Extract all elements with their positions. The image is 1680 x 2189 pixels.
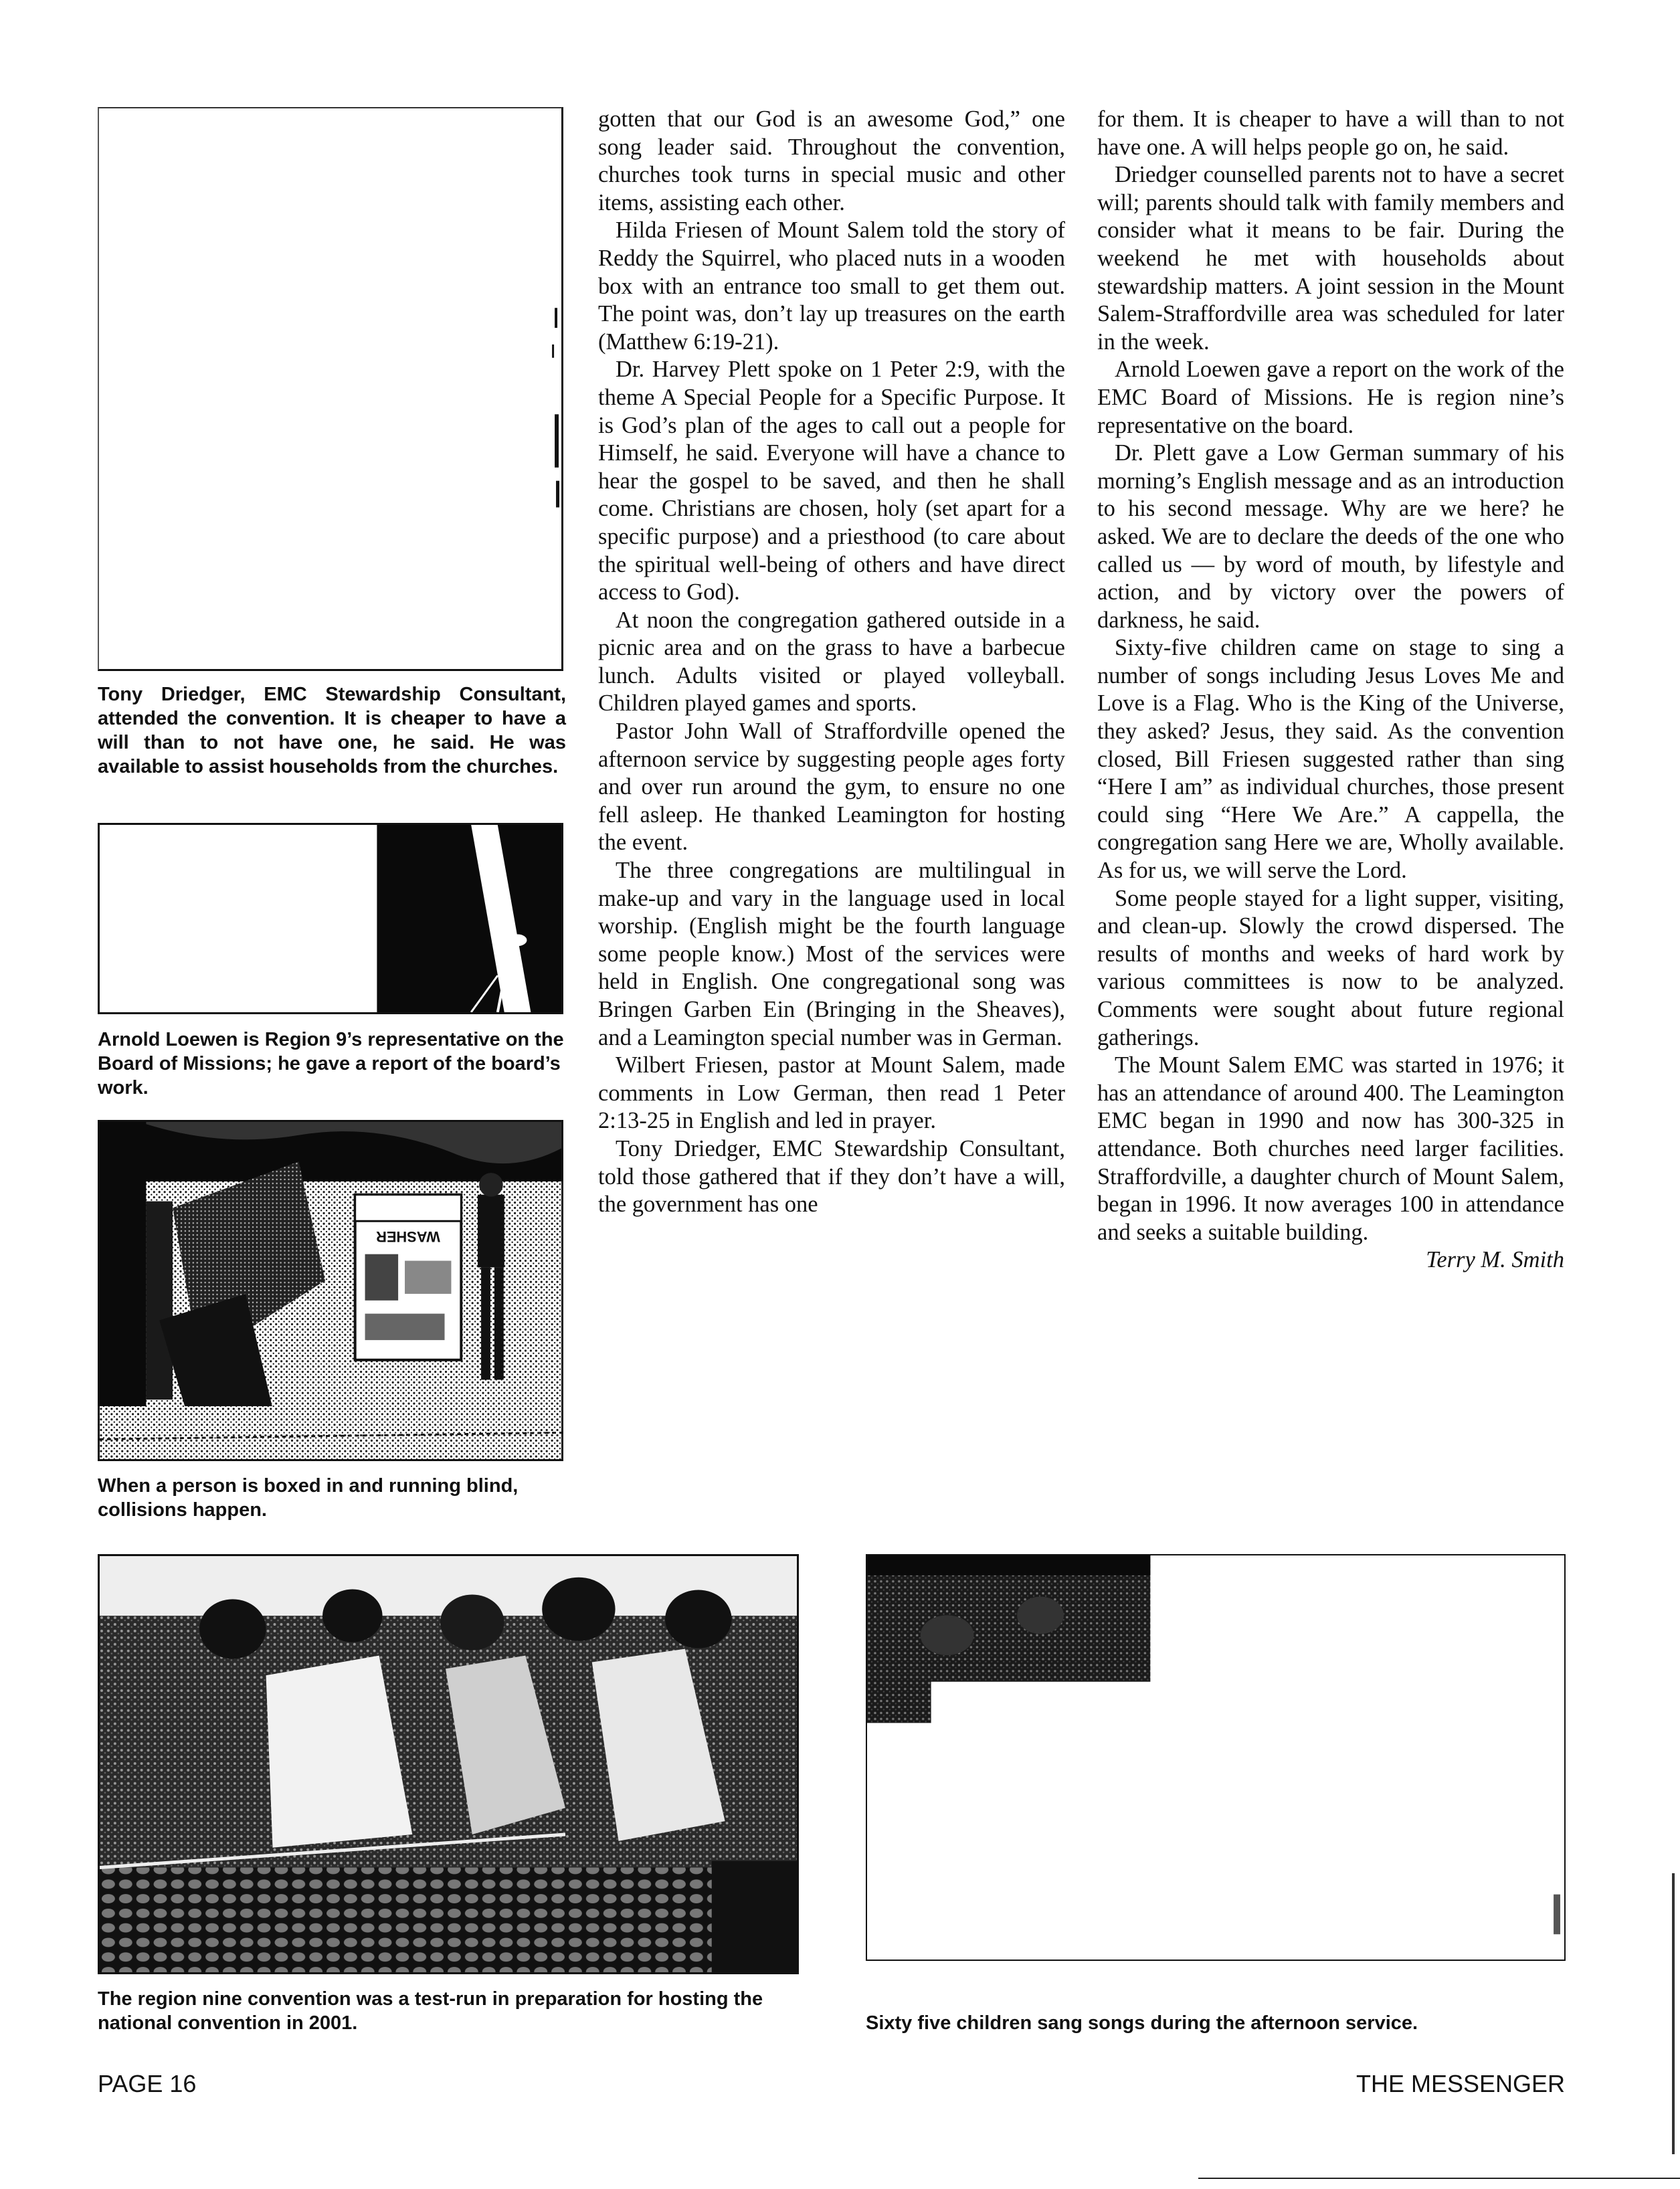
photo-driedger [98,107,563,671]
article-column-right [1097,106,1564,1274]
publication-name: THE MESSENGER [1356,2070,1565,2097]
paragraph: Some people stayed for a light supper, visiting, and clean-up. Slowly the crowd dispersed. The results of months and weeks of hard work by various committees is now to be analyzed. Comments were sought about future regional gatherings. [1097,885,1564,1050]
scan-edge-mark [1672,1873,1675,2154]
caption-loewen: Arnold Loewen is Region 9’s representative on the Board of Missions; he gave a report of the board’s work. [98,1029,564,1099]
photo-loewen [98,823,563,1014]
paragraph: gotten that our God is an awesome God,” one song leader said. Throughout the convention, churches took turns in special music and other items, assisting each other. [598,106,1065,215]
caption-boxed-in: When a person is boxed in and running blind, collisions happen. [98,1475,519,1521]
page-number: PAGE 16 [98,2070,197,2097]
author-signature: Terry M. Smith [1426,1247,1564,1273]
washer-box-label: WASHER [376,1228,440,1246]
article-column-middle [598,106,1065,1219]
caption-children-singing: Sixty five children sang songs during the afternoon service. [866,2012,1418,2034]
paragraph: for them. It is cheaper to have a will than to not have one. A will helps people go on, he said. [1097,106,1564,160]
paragraph: Pastor John Wall of Straffordville opened the afternoon service by suggesting people ages forty and over run around the gym, to ensure no one fell asleep. He thanked Leamington for hosting the event. [598,719,1065,856]
paragraph: Dr. Plett gave a Low German summary of his morning’s English message and as an introduction to his second message. Why are we here? he asked. We are to declare the deeds of the one who called us — by word of mouth, by lifestyle and action, and by victory over the powers of darkness, he said. [1097,440,1564,633]
paragraph: At noon the congregation gathered outside in a picnic area and on the grass to have a barbecue lunch. Adults visited or played volleyball. Children played games and sports. [598,607,1065,717]
paragraph: Driedger counselled parents not to have a secret will; parents should talk with family members and consider what it means to be fair. During the weekend he met with households about stewardship matters. A joint session in the Mount Salem-Straffordville area was scheduled for later in the week. [1097,162,1564,355]
paragraph: The Mount Salem EMC was started in 1976; it has an attendance of around 400. The Leamington EMC began in 1990 and now has 300-325 in attendance. Both churches need larger facilities. Straffordville, a daughter church of Mount Salem, began in 1996. It now averages 100 in attendance and seeks a suitable building. [1097,1052,1564,1245]
paragraph: Hilda Friesen of Mount Salem told the story of Reddy the Squirrel, who placed nuts in a wooden box with an entrance too small to get them out. The point was, don’t lay up treasures on the earth (Matthew 6:19-21). [598,217,1065,355]
paragraph: Wilbert Friesen, pastor at Mount Salem, made comments in Low German, then read 1 Peter 2:13-25 in English and led in prayer. [598,1052,1065,1134]
paragraph: Tony Driedger, EMC Stewardship Consultant, told those gathered that if they don’t have a will, the government has one [598,1135,1065,1218]
caption-region-convention: The region nine convention was a test-run in preparation for hosting the national convention in 2001. [98,1988,763,2034]
paragraph: Dr. Harvey Plett spoke on 1 Peter 2:9, with the theme A Special People for a Specific Purpose. It is God’s plan of the ages to call out a people for Himself, he said. Everyone will have a chance to hear the gospel to be saved, and then he shall come. Christians are chosen, holy (set apart for a specific purpose) and a priesthood (to care about the spiritual well-being of others and have direct access to God). [598,357,1065,605]
caption-driedger: Tony Driedger, EMC Stewardship Consultant, attended the convention. It is cheaper to have a will than to not have one, he said. He was available to assist households from the churches. [98,684,566,777]
paragraph: Arnold Loewen gave a report on the work of the EMC Board of Missions. He is region nine’s representative on the board. [1097,357,1564,438]
photo-boxed-in [98,1120,563,1461]
photo-region-convention [98,1554,799,1974]
photo-children-singing [866,1554,1566,1961]
scan-edge-line [1198,2178,1680,2179]
paragraph: Sixty-five children came on stage to sing a number of songs including Jesus Loves Me and Love is a Flag. Who is the King of the Universe, they asked? Jesus, they said. As the convention closed, Bill Friesen suggested rather than sing “Here I am” as individual churches, those present could sing “Here We Are.” A cappella, the congregation sang Here we are, Wholly available. As for us, we will serve the Lord. [1097,635,1564,884]
paragraph: The three congregations are multilingual in make-up and vary in the language used in local worship. (English might be the fourth language some people know.) Most of the services were held in English. One congregational song was Bringen Garben Ein (Bringing in the Sheaves), and a Leamington special number was in German. [598,858,1065,1050]
